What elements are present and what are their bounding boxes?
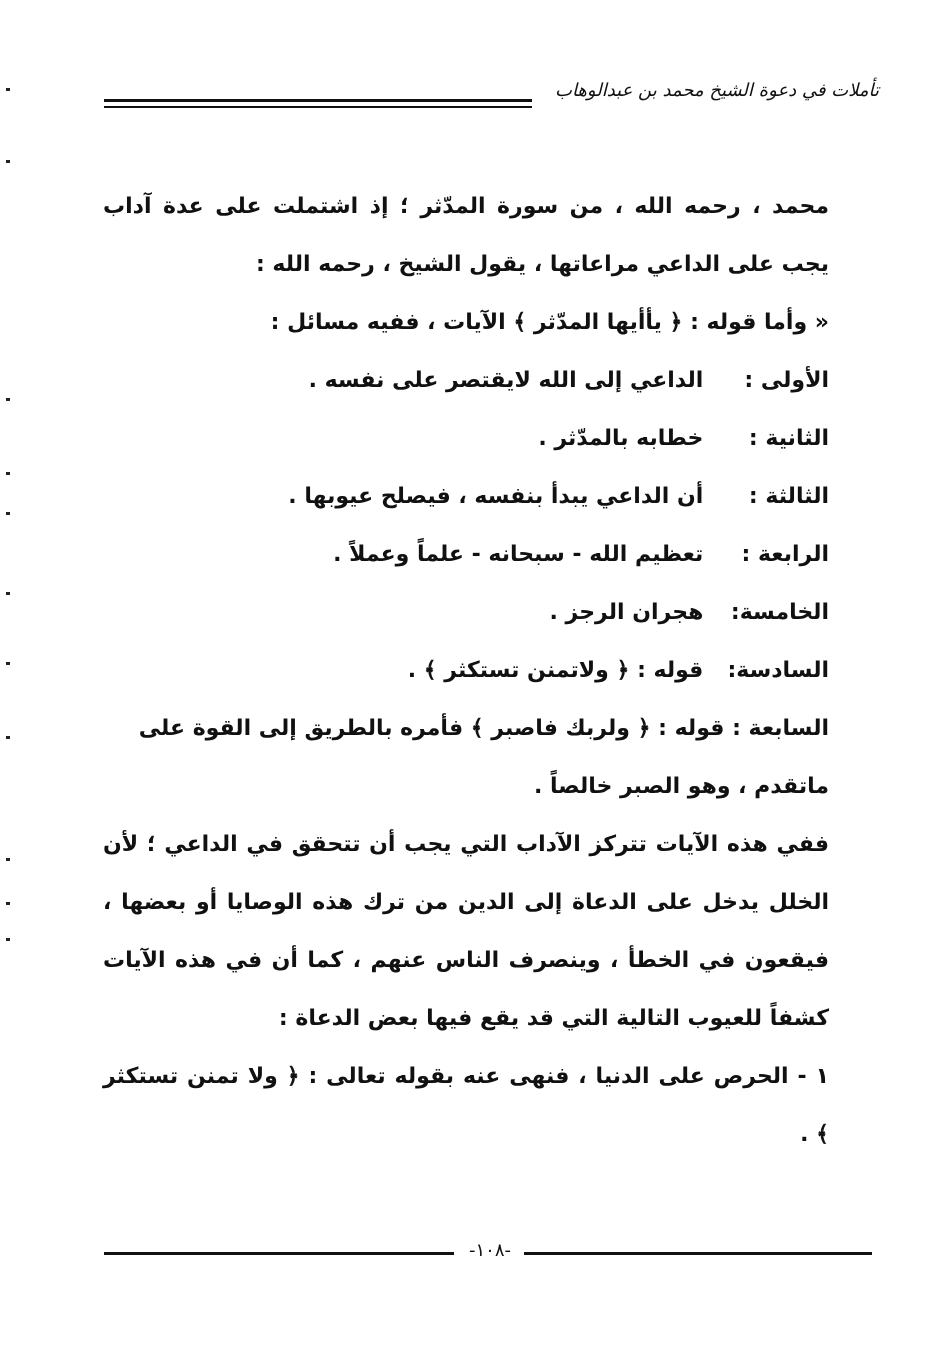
scan-speck xyxy=(6,88,10,91)
main-text xyxy=(103,178,829,1164)
scan-speck xyxy=(6,858,10,861)
issue-text: خطابه بالمدّثر . xyxy=(538,426,704,451)
scan-speck xyxy=(6,472,10,475)
issue-item-7 xyxy=(103,700,829,816)
issue-item-6 xyxy=(103,642,829,700)
point-1-paragraph: ١ - الحرص على الدنيا ، فنهى عنه بقوله تعالى : ﴿ ولا تمنن تستكثر ﴾ . xyxy=(103,1064,829,1147)
quote-opening: « وأما قوله : ﴿ يأأيها المدّثر ﴾ الآيات ، ففيه مسائل : xyxy=(270,310,829,335)
issue-label: الثانية : xyxy=(748,426,829,451)
scan-speck xyxy=(6,938,10,941)
issue-label: الأولى : xyxy=(744,368,829,393)
intro-paragraph: محمد ، رحمه الله ، من سورة المدّثر ؛ إذ اشتملت على عدة آداب يجب على الداعي مراعاتها ، يقول الشيخ ، رحمه الله : xyxy=(103,194,829,277)
page-number: -١٠٨- xyxy=(468,1240,511,1261)
footer-rule-right xyxy=(524,1252,872,1255)
issue-item-5 xyxy=(103,584,829,642)
issue-label: الخامسة: xyxy=(730,600,829,625)
footer-rule-left xyxy=(104,1252,454,1255)
issue-label: الرابعة : xyxy=(741,542,829,567)
scan-speck xyxy=(6,512,10,515)
issue-text: تعظيم الله - سبحانه - علماً وعملاً . xyxy=(333,542,704,567)
issue-item-1 xyxy=(103,352,829,410)
scan-speck xyxy=(6,160,10,163)
issue-text: الداعي إلى الله لايقتصر على نفسه . xyxy=(308,368,704,393)
scan-speck xyxy=(6,662,10,665)
scan-speck xyxy=(6,902,10,905)
issue-item-3 xyxy=(103,468,829,526)
issue-label: السادسة: xyxy=(727,658,829,683)
header-rule-bottom xyxy=(104,106,532,108)
issue-text: هجران الرجز . xyxy=(549,600,704,625)
scan-speck xyxy=(6,736,10,739)
header-rule-top xyxy=(104,99,532,102)
issue-item-4 xyxy=(103,526,829,584)
issue-text: قوله : ﴿ ولاتمنن تستكثر ﴾ . xyxy=(407,658,704,683)
scan-speck xyxy=(6,398,10,401)
scan-speck xyxy=(6,592,10,595)
issue-text: قوله : ﴿ ولربك فاصبر ﴾ فأمره بالطريق إلى القوة على ماتقدم ، وهو الصبر خالصاً . xyxy=(138,716,829,799)
issue-item-2 xyxy=(103,410,829,468)
issue-label: الثالثة : xyxy=(748,484,829,509)
issue-text: أن الداعي يبدأ بنفسه ، فيصلح عيوبها . xyxy=(288,484,704,509)
running-header-title: تأملات في دعوة الشيخ محمد بن عبدالوهاب xyxy=(555,80,879,101)
commentary-paragraph: ففي هذه الآيات تتركز الآداب التي يجب أن تتحقق في الداعي ؛ لأن الخلل يدخل على الدعاة إلى الدين من ترك هذه الوصايا أو بعضها ، فيقعون في الخطأ ، وينصرف الناس عنهم ، كما أن في هذه الآيات كشفاً للعيوب التالية التي قد يقع فيها بعض الدعاة : xyxy=(103,832,829,1031)
issue-label: السابعة : xyxy=(732,716,829,741)
